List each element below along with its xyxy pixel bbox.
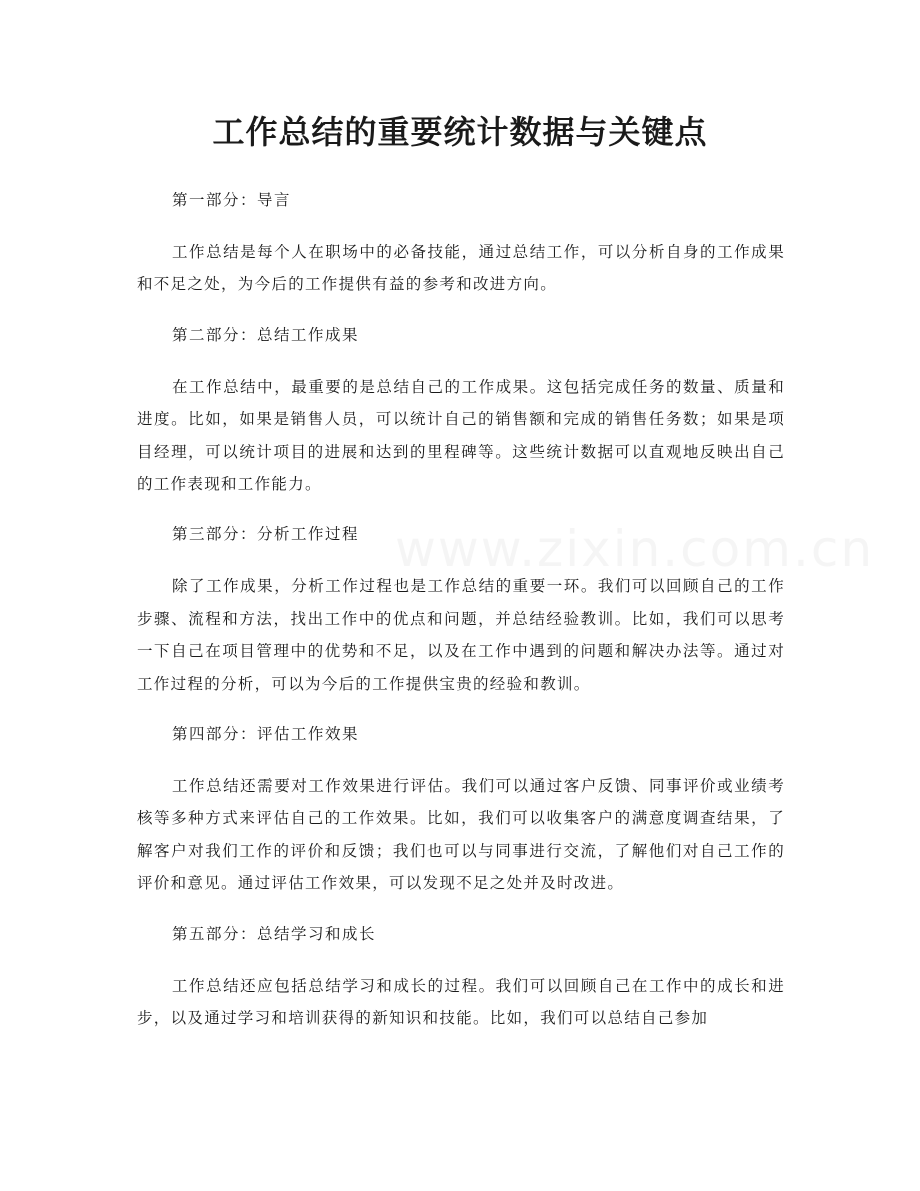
section-paragraph-1: 工作总结是每个人在职场中的必备技能，通过总结工作，可以分析自身的工作成果和不足之处，为今后的工作提供有益的参考和改进方向。 — [137, 243, 785, 294]
section-heading-3: 第三部分：分析工作过程 — [172, 525, 360, 544]
section-paragraph-4: 工作总结还需要对工作效果进行评估。我们可以通过客户反馈、同事评价或业绩考核等多种方式来评估自己的工作效果。比如，我们可以收集客户的满意度调查结果，了解客户对我们工作的评价和反馈；我们也可以与同事进行交流，了解他们对自己工作的评价和意见。通过评估工作效果，可以发现不足之处并及时改进。 — [137, 777, 785, 893]
section-paragraph-5: 工作总结还应包括总结学习和成长的过程。我们可以回顾自己在工作中的成长和进步，以及通过学习和培训获得的新知识和技能。比如，我们可以总结自己参加 — [137, 976, 785, 1028]
document-body — [137, 186, 785, 1055]
section-heading-5: 第五部分：总结学习和成长 — [172, 924, 377, 943]
section-paragraph-3: 除了工作成果，分析工作过程也是工作总结的重要一环。我们可以回顾自己的工作步骤、流程和方法，找出工作中的优点和问题，并总结经验教训。比如，我们可以思考一下自己在项目管理中的优势和不足，以及在工作中遇到的问题和解决办法等。通过对工作过程的分析，可以为今后的工作提供宝贵的经验和教训。 — [137, 577, 785, 693]
section-heading-2: 第二部分：总结工作成果 — [172, 325, 360, 344]
section-paragraph-2: 在工作总结中，最重要的是总结自己的工作成果。这包括完成任务的数量、质量和进度。比如，如果是销售人员，可以统计自己的销售额和完成的销售任务数；如果是项目经理，可以统计项目的进展和达到的里程碑等。这些统计数据可以直观地反映出自己的工作表现和工作能力。 — [137, 377, 785, 494]
watermark: www.zixin.com.cn — [395, 520, 875, 578]
document-title: 工作总结的重要统计数据与关键点 — [212, 113, 708, 151]
section-heading-4: 第四部分：评估工作效果 — [172, 725, 360, 744]
section-heading-1: 第一部分：导言 — [172, 191, 292, 209]
